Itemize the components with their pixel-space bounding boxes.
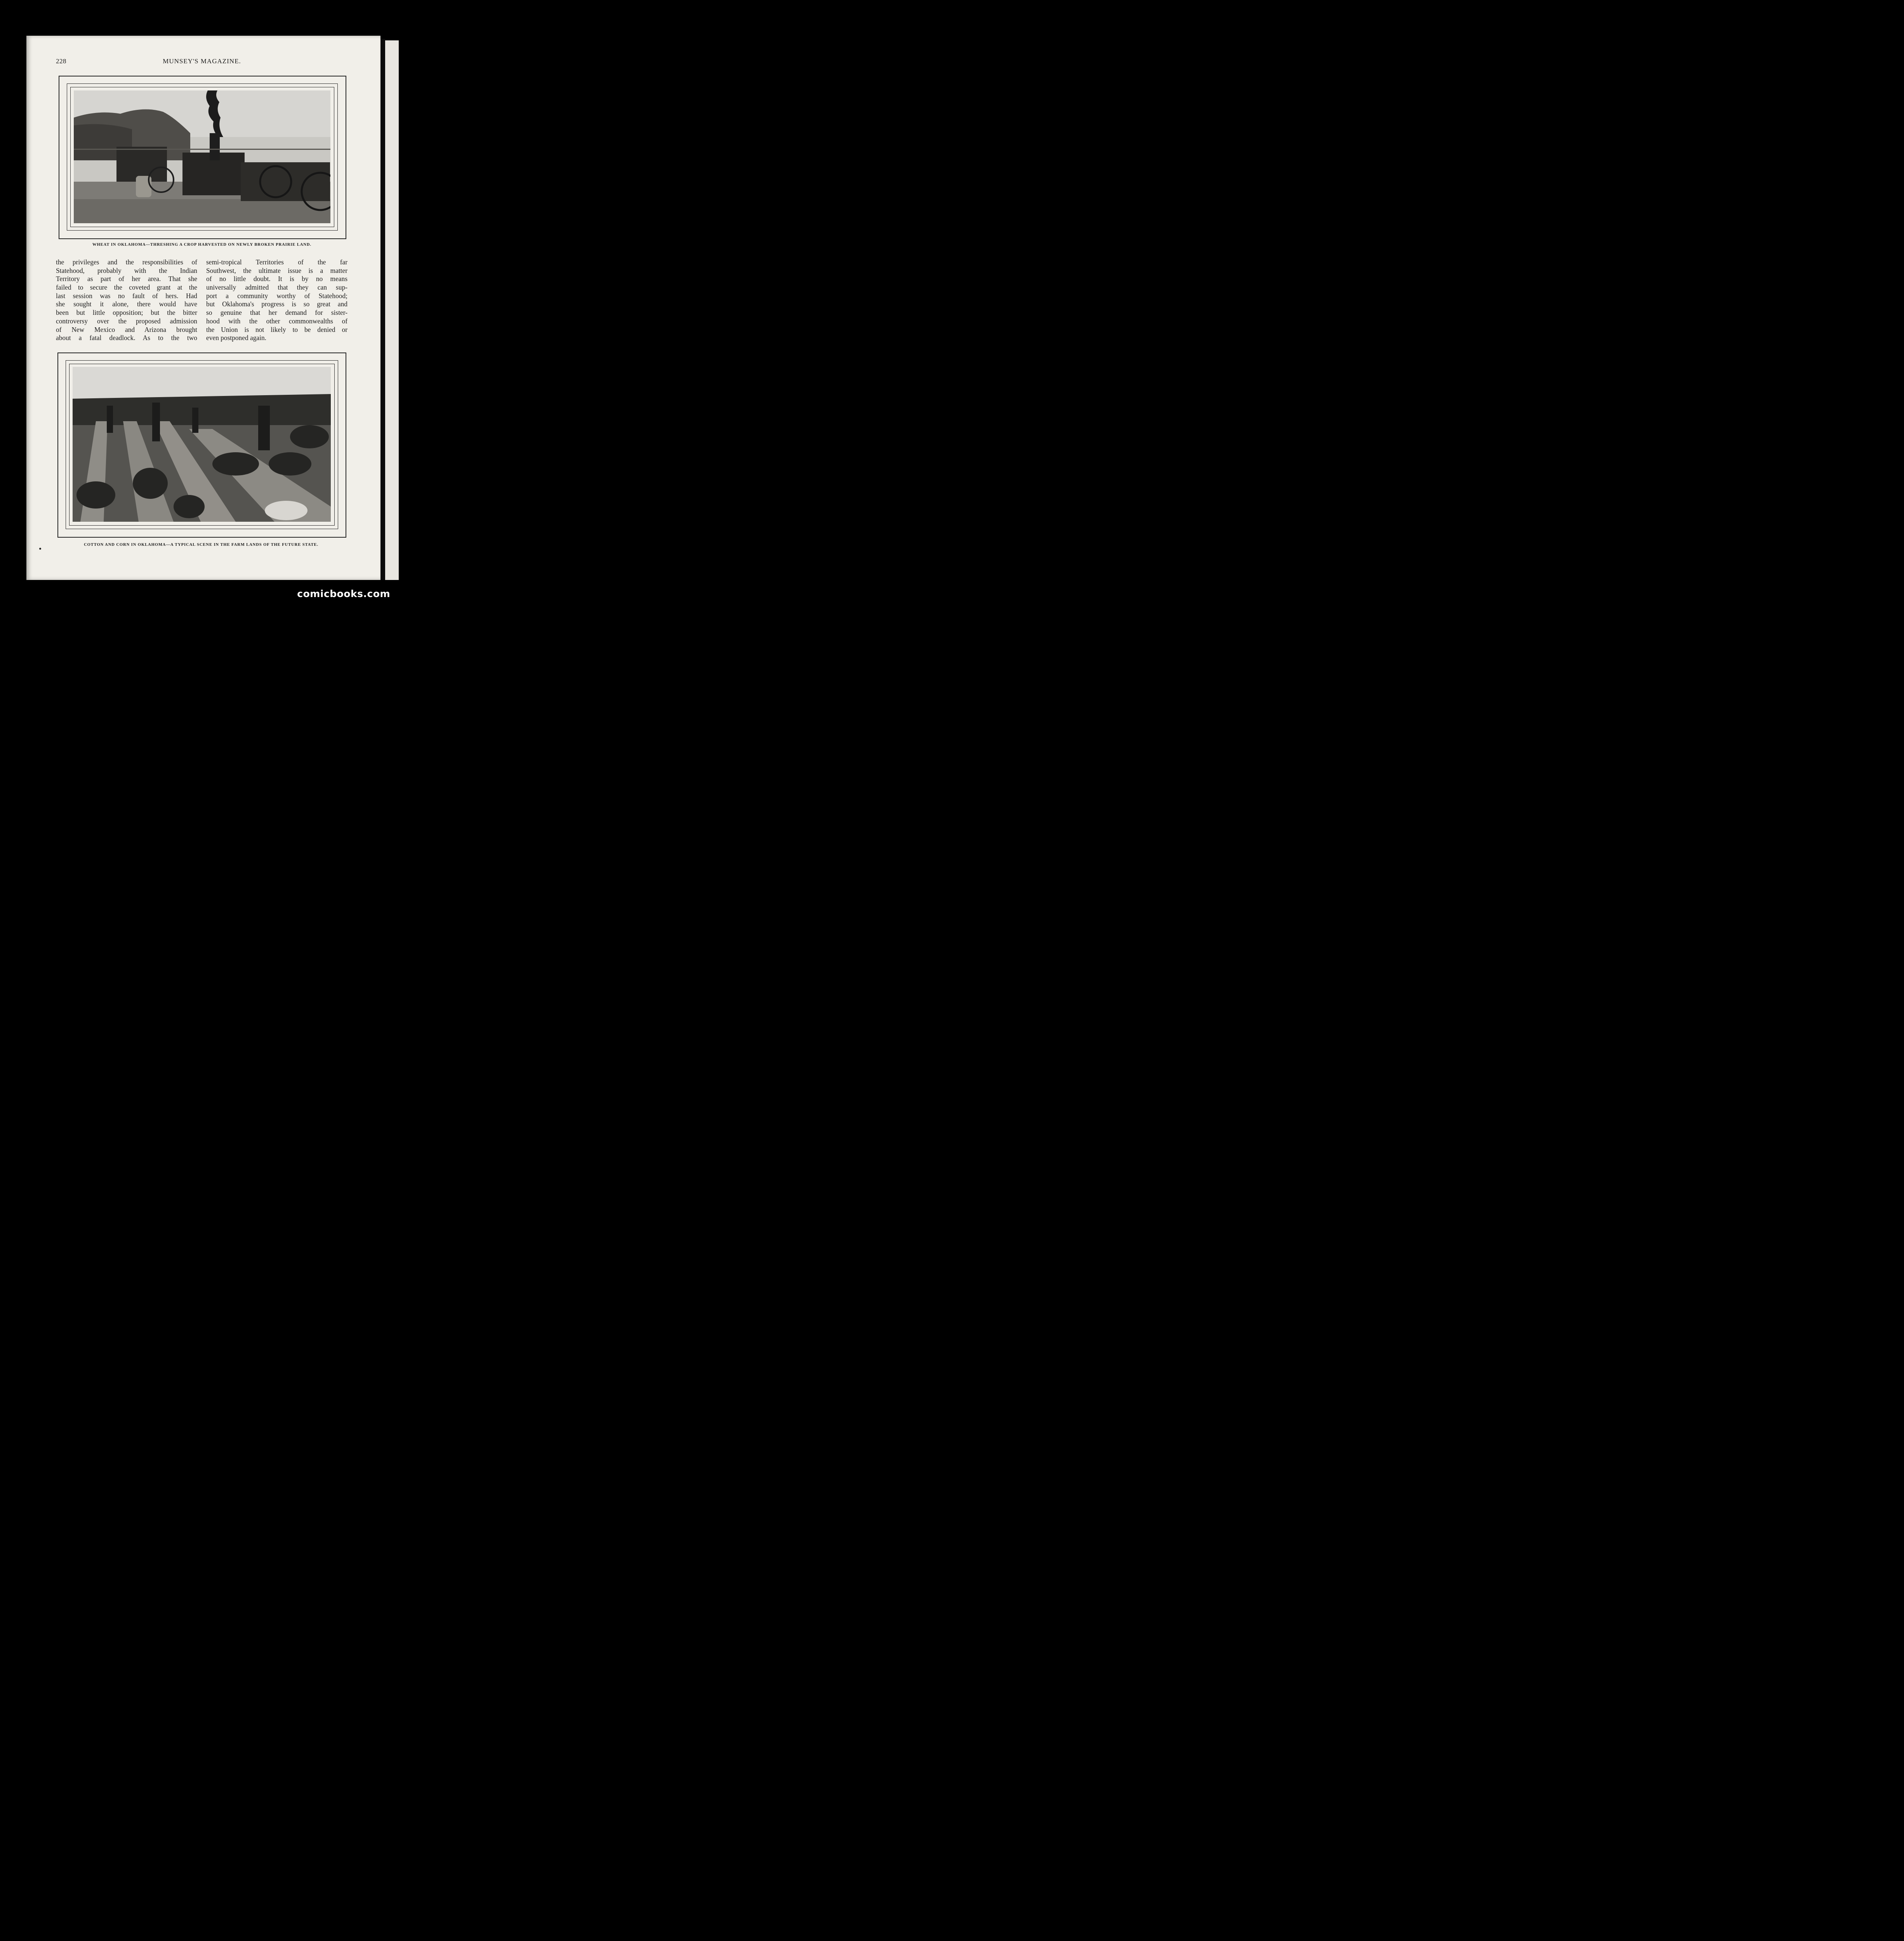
- cotton-corn-photo: [73, 367, 331, 522]
- page-number: 228: [56, 57, 66, 65]
- ink-mark: [39, 548, 41, 550]
- text-line: semi-tropical Territories of the far: [206, 258, 347, 266]
- text-line: Statehood, probably with the Indian: [56, 266, 197, 274]
- text-column-right: [206, 258, 347, 342]
- text-line: the privileges and the responsibilities of: [56, 258, 197, 266]
- text-line: universally admitted that they can sup-: [206, 283, 347, 292]
- facing-page-edge: [385, 40, 399, 580]
- magazine-title: MUNSEY'S MAGAZINE.: [163, 57, 241, 65]
- text-line: so genuine that her demand for sister-: [206, 309, 347, 317]
- text-line: even postponed again.: [206, 334, 267, 342]
- text-line: controversy over the proposed admission: [56, 317, 197, 325]
- threshing-photo: [74, 90, 330, 223]
- page-gutter: [380, 39, 385, 580]
- text-line: but Oklahoma's progress is so great and: [206, 300, 347, 308]
- text-line: last session was no fault of hers. Had: [56, 292, 197, 300]
- text-line: she sought it alone, there would have: [56, 300, 197, 308]
- text-line: about a fatal deadlock. As to the two: [56, 334, 197, 342]
- text-column-left: [56, 258, 197, 342]
- text-line: failed to secure the coveted grant at the: [56, 283, 197, 292]
- text-line: of New Mexico and Arizona brought: [56, 325, 197, 333]
- figure-caption: WHEAT IN OKLAHOMA—THRESHING A CROP HARVESTED ON NEWLY BROKEN PRAIRIE LAND.: [92, 243, 311, 247]
- text-line: been but little opposition; but the bitter: [56, 309, 197, 317]
- figure-caption: COTTON AND CORN IN OKLAHOMA—A TYPICAL SCENE IN THE FARM LANDS OF THE FUTURE STATE.: [84, 543, 318, 547]
- text-line: of no little doubt. It is by no means: [206, 275, 347, 283]
- text-line: port a community worthy of Statehood;: [206, 292, 347, 300]
- text-line: hood with the other commonwealths of: [206, 317, 347, 325]
- site-watermark: comicbooks.com: [297, 588, 390, 599]
- text-line: the Union is not likely to be denied or: [206, 325, 347, 333]
- text-line: Territory as part of her area. That she: [56, 275, 197, 283]
- text-line: Southwest, the ultimate issue is a matter: [206, 266, 347, 274]
- running-head: [56, 57, 348, 68]
